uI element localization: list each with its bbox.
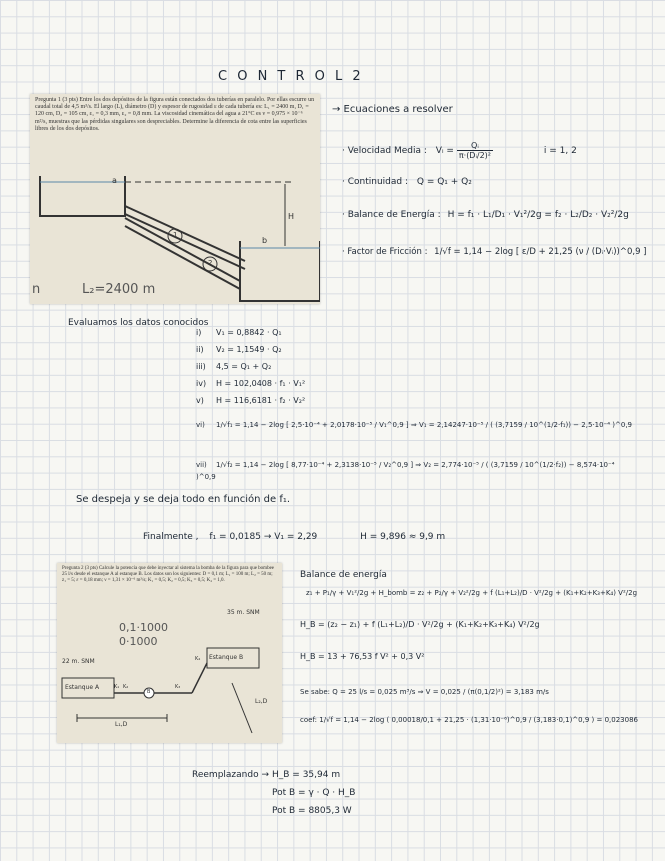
pipe1-label: 1 [173, 231, 178, 239]
replace-label: Reemplazando → [192, 770, 269, 780]
evaluation-heading: Evaluamos los datos conocidos [68, 318, 209, 328]
energy2-heading: Balance de energía [300, 570, 387, 580]
eval-item-i: i) V₁ = 0,8842 · Q₁ [196, 328, 282, 337]
continuity-equation [342, 177, 472, 187]
eval-item-vi: vi) 1/√f₁ = 1,14 − 2log [ 2,5·10⁻⁴ + 2,0178·10⁻⁵ / V₁^0,9 ] ⇒ V₁ = 2,14247·10⁻⁵ / ( (3,7159 / 10^(1/2·f₁)) − 2,5·10⁻⁴ )^0,9 [196, 421, 632, 429]
friction-equation [342, 247, 647, 257]
elev-b-label: 35 m. SNM [227, 609, 260, 616]
eval-item-iv: iv) H = 102,0408 · f₁ · V₁² [196, 379, 306, 388]
problem2-image [57, 563, 282, 743]
evaluation-list [196, 328, 636, 495]
final-expr: f₁ = 0,0185 → V₁ = 2,29 [209, 532, 318, 542]
velocity-label: · Velocidad Media : [342, 146, 427, 156]
energy-label: · Balance de Energía : [342, 210, 441, 220]
l2-label: L₂,D [255, 698, 268, 705]
final-result [143, 532, 445, 542]
elev-a-label: 22 m. SNM [62, 658, 95, 665]
label-a: a [112, 176, 117, 185]
reservoir-diagram [30, 156, 320, 304]
velocity-range: i = 1, 2 [543, 146, 577, 156]
equations-heading: → Ecuaciones a resolver [332, 104, 453, 115]
tank-a-label: Estanque A [65, 684, 100, 691]
problem1-image [30, 94, 320, 304]
n-note: n [32, 282, 41, 297]
k2-label: K₂ [123, 684, 129, 690]
energy2-eq1: z₁ + P₁/γ + V₁²/2g + H_bomb = z₂ + P₂/γ + V₂²/2g + f (L₁+L₂)/D · V²/2g + (K₁+K₂+K₃+K₄) V²/2g [306, 589, 638, 597]
energy2-eq5: coef: 1/√f = 1,14 − 2log ( 0,00018/0,1 + 21,25 · (1,31·10⁻⁶)^0,9 / (3,183·0,1)^0,9 ) = 0,023086 [300, 716, 638, 724]
energy-expr: H = f₁ · L₁/D₁ · V₁²/2g = f₂ · L₂/D₂ · V₂²/2g [447, 210, 629, 220]
k3-label: K₃ [175, 684, 181, 690]
result-hb: H_B = 35,94 m [272, 770, 341, 780]
energy2-eq3: H_B = 13 + 76,53 f V² + 0,3 V² [300, 652, 425, 661]
velocity-equation [342, 141, 577, 160]
eval-item-iii: iii) 4,5 = Q₁ + Q₂ [196, 362, 272, 371]
eval-item-vii: vii) 1/√f₂ = 1,14 − 2log [ 8,77·10⁻⁴ + 2,3138·10⁻⁵ / V₂^0,9 ] ⇒ V₂ = 2,774·10⁻⁵ / ( (3,7159 / 10^(1/2·f₂)) − 8,574·10⁻⁴ )^0,9 [196, 461, 615, 481]
evaluation-conclusion: Se despeja y se deja todo en función de f₁. [76, 494, 291, 505]
problem1-statement: Pregunta 1 (3 pts) Entre los dos depósitos de la figura están conectados dos tuberías en paralelo. Por ellas escurre un caudal total de 4,5 m³/s. El largo (L), diámetro (D) y espesor de rugosidad ε de cada tubería es: L₁ = 2400 m, D₁ = 120 cm, D₂ = 105 cm, ε₁ = 0,3 mm, ε₂ = 0,8 mm. La viscosidad cinemática del agua a 21°C es ν = 0,975 × 10⁻⁶ m²/s, muestras que las pérdidas singulares son despreciables. Determine la diferencia de cota entre las superficies libres de los dos depósitos. [35, 97, 315, 132]
final-h: H = 9,896 ≈ 9,9 m [360, 532, 446, 542]
tank-b-label: Estanque B [209, 654, 244, 661]
result-pot-value: Pot B = 8805,3 W [272, 806, 352, 816]
eval-item-ii: ii) V₂ = 1,1549 · Q₂ [196, 345, 282, 354]
velocity-lhs: Vᵢ = [435, 146, 454, 156]
note-2: 0·1000 [119, 635, 158, 648]
problem2-statement: Pregunta 2 (3 pts) Calcule la potencia que debe inyectar al sistema la bomba de la figura para que bombee 25 l/s desde el estanque A al estanque B. Los datos son los siguientes: D = 0,1 m; L₁ = 100 m; L₂ = 50 m; z₁ = 5; ε = 0,18 mm; ν = 1,31 × 10⁻⁶ m²/s; K₁ = 0,5; K₂ = 0,5; K₃ = 0,5; K₄ = 1,0. [62, 566, 275, 583]
energy2-eq4: Se sabe: Q = 25 l/s = 0,025 m³/s ⇒ V = 0,025 / (π(0,1/2)²) = 3,183 m/s [300, 688, 549, 696]
pipe2-label: 2 [208, 259, 213, 267]
velocity-den: π·(Dᵢ/2)² [458, 151, 492, 160]
continuity-label: · Continuidad : [342, 177, 408, 187]
continuity-expr: Q = Q₁ + Q₂ [416, 177, 472, 187]
k1-label: K₁ [114, 684, 120, 690]
label-H: H [288, 212, 295, 221]
label-b: b [262, 236, 268, 245]
page-title: C O N T R O L 2 [218, 69, 364, 84]
l1-label: L₁,D [115, 721, 128, 728]
note-1: 0,1·1000 [119, 621, 168, 634]
result-pot-formula: Pot B = γ · Q · H_B [272, 788, 356, 798]
friction-label: · Factor de Fricción : [342, 247, 428, 257]
pump-diagram [57, 608, 282, 743]
energy-equation [342, 210, 629, 220]
pump-label: B [147, 689, 151, 695]
k4-label: K₄ [195, 656, 201, 662]
l2-note: L₂=2400 m [82, 282, 156, 297]
friction-expr: 1/√f = 1,14 − 2log [ ε/D + 21,25 (ν / (Dᵢ·Vᵢ))^0,9 ] [434, 247, 647, 257]
velocity-num: Qᵢ [457, 141, 493, 151]
energy2-eq2: H_B = (z₂ − z₁) + f (L₁+L₂)/D · V²/2g + (K₁+K₂+K₃+K₄) V²/2g [300, 620, 540, 629]
final-label: Finalmente , [143, 532, 199, 542]
eval-item-v: v) H = 116,6181 · f₂ · V₂² [196, 396, 306, 405]
